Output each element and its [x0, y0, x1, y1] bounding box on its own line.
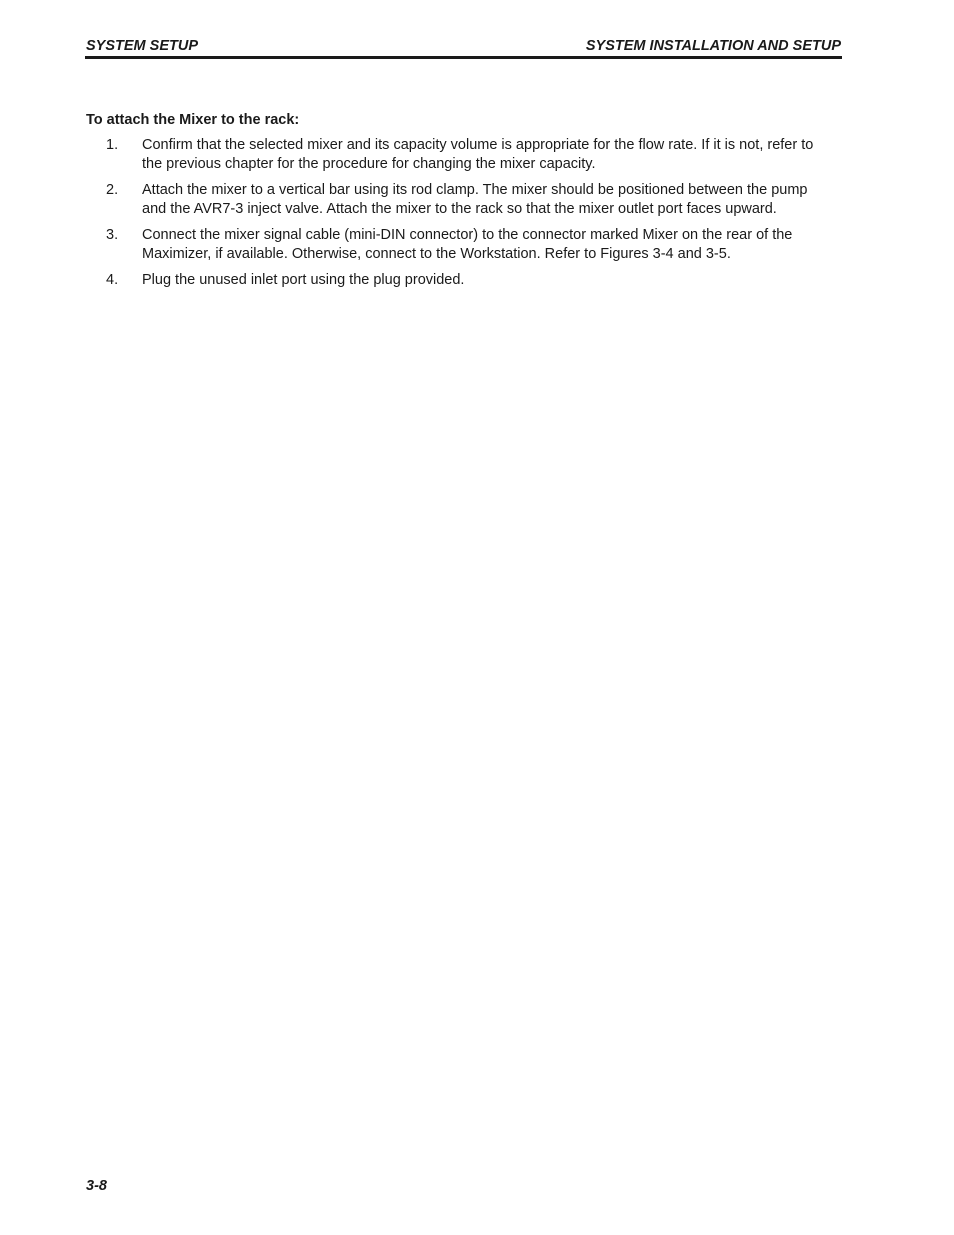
step-number: 1. — [106, 137, 119, 153]
step-text: Plug the unused inlet port using the plug provided. — [142, 272, 465, 288]
step-item — [106, 181, 830, 219]
step-number: 3. — [106, 227, 119, 243]
header-chapter-title: SYSTEM SETUP — [86, 38, 198, 54]
step-text: Connect the mixer signal cable (mini-DIN connector) to the connector marked Mixer on the rear of the Maximizer, if available. Otherwise, connect to the Workstation. Refer to Figures 3-4 and 3-5. — [142, 227, 793, 262]
step-item — [106, 136, 830, 174]
step-number: 2. — [106, 182, 119, 198]
page-header — [85, 36, 842, 59]
step-number: 4. — [106, 272, 119, 288]
procedure-steps — [106, 136, 830, 297]
step-text: Confirm that the selected mixer and its capacity volume is appropriate for the flow rate. If it is not, refer to the previous chapter for the procedure for changing the mixer capacity. — [142, 137, 814, 172]
page-number: 3-8 — [86, 1178, 107, 1194]
header-section-title: SYSTEM INSTALLATION AND SETUP — [585, 38, 841, 54]
step-text: Attach the mixer to a vertical bar using its rod clamp. The mixer should be positioned between the pump and the AVR7-3 inject valve. Attach the mixer to the rack so that the mixer outlet port faces upward. — [142, 182, 808, 217]
step-item — [106, 271, 830, 290]
procedure-heading: To attach the Mixer to the rack: — [86, 112, 300, 128]
step-item — [106, 226, 830, 264]
